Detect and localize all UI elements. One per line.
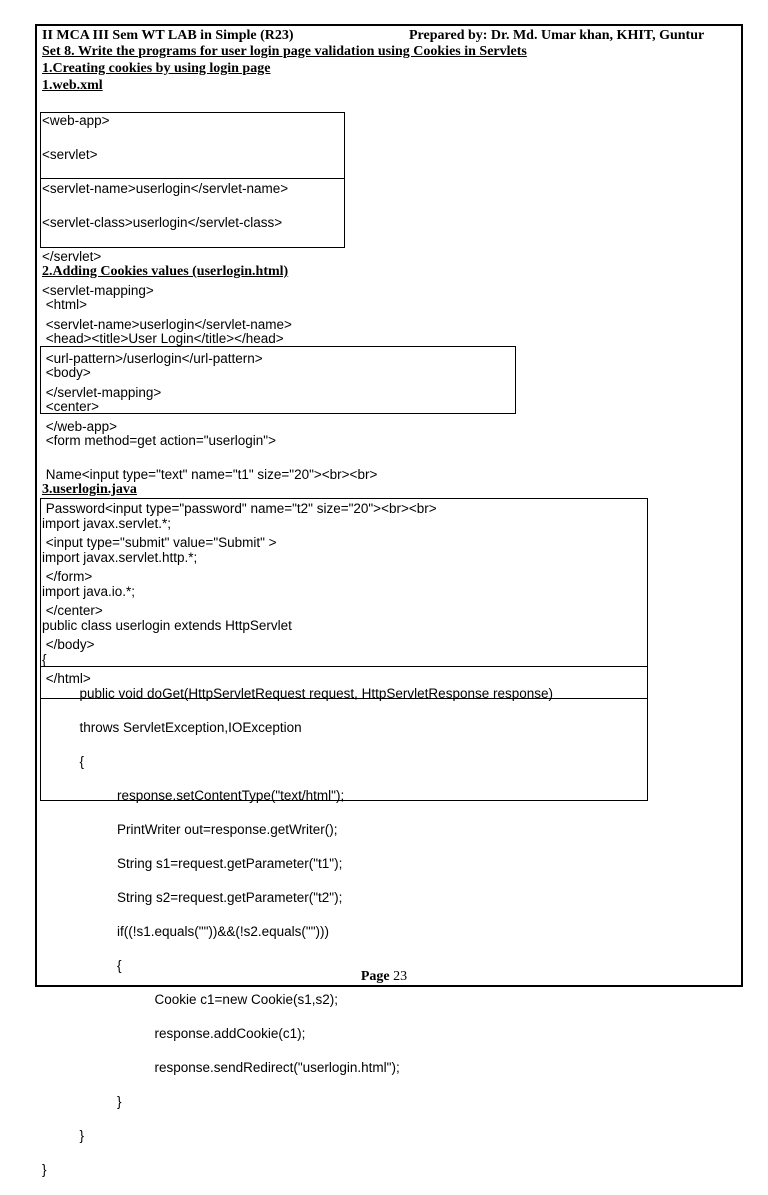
code-line: <form method=get action="userlogin"> [42,433,276,448]
page-number: 23 [393,969,408,984]
code-line: <url-pattern>/userlogin</url-pattern> [42,351,263,366]
code-line: } [42,1128,85,1143]
code-line: </servlet> [42,249,102,264]
code-line: import java.io.*; [42,584,136,599]
code-line: response.addCookie(c1); [42,1026,306,1041]
code-line: response.sendRedirect("userlogin.html"); [42,1060,400,1075]
code-line: } [42,1094,122,1109]
code-line: </center> [42,603,103,618]
code-line: import javax.servlet.*; [42,516,172,531]
code-line: String s1=request.getParameter("t1"); [42,856,343,871]
code-line: { [42,652,47,667]
code-line: { [42,754,85,769]
code-line: { [42,958,122,973]
code-line: <servlet> [42,147,98,162]
code-line: </form> [42,569,93,584]
code-line: String s2=request.getParameter("t2"); [42,890,343,905]
section-heading-web-xml: 1.web.xml [42,78,103,93]
code-line: <center> [42,399,100,414]
code-line: </html> [42,671,91,686]
section-heading-html: 2.Adding Cookies values (userlogin.html) [42,264,289,279]
code-line: import javax.servlet.http.*; [42,550,198,565]
code-line: public void doGet(HttpServletRequest request, HttpServletResponse response) [42,686,554,701]
section-heading-java: 3.userlogin.java [42,482,137,497]
code-line: throws ServletException,IOException [42,720,302,735]
code-line: </web-app> [42,419,118,434]
code-line: <html> [42,297,88,312]
code-line: Cookie c1=new Cookie(s1,s2); [42,992,338,1007]
code-line: } [42,1162,47,1177]
code-line: </body> [42,637,95,652]
code-line: if((!s1.equals(""))&&(!s2.equals(""))) [42,924,329,939]
header-course: II MCA III Sem WT LAB in Simple (R23) [42,28,294,43]
code-line: </servlet-mapping> [42,385,162,400]
code-line: response.setContentType("text/html"); [42,788,345,803]
code-line: <servlet-class>userlogin</servlet-class> [42,215,283,230]
java-code [42,498,553,1195]
code-line: public class userlogin extends HttpServlet [42,618,292,633]
code-line: <servlet-name>userlogin</servlet-name> [42,317,292,332]
code-line: <body> [42,365,91,380]
set-title: Set 8. Write the programs for user login page validation using Cookies in Servlets [42,44,527,59]
code-line: <input type="submit" value="Submit" > [42,535,277,550]
code-line: Name<input type="text" name="t1" size="20"><br><br> [42,467,378,482]
code-line: Password<input type="password" name="t2" size="20"><br><br> [42,501,437,516]
code-line: PrintWriter out=response.getWriter(); [42,822,338,837]
header-author: Prepared by: Dr. Md. Umar khan, KHIT, Guntur [409,28,705,43]
section-heading-1: 1.Creating cookies by using login page [42,61,271,76]
page-footer [0,969,768,985]
page-label: Page [360,969,390,984]
code-line: <web-app> [42,113,110,128]
code-line: <servlet-name>userlogin</servlet-name> [42,181,289,196]
code-line: <servlet-mapping> [42,283,154,298]
code-line: <head><title>User Login</title></head> [42,331,284,346]
